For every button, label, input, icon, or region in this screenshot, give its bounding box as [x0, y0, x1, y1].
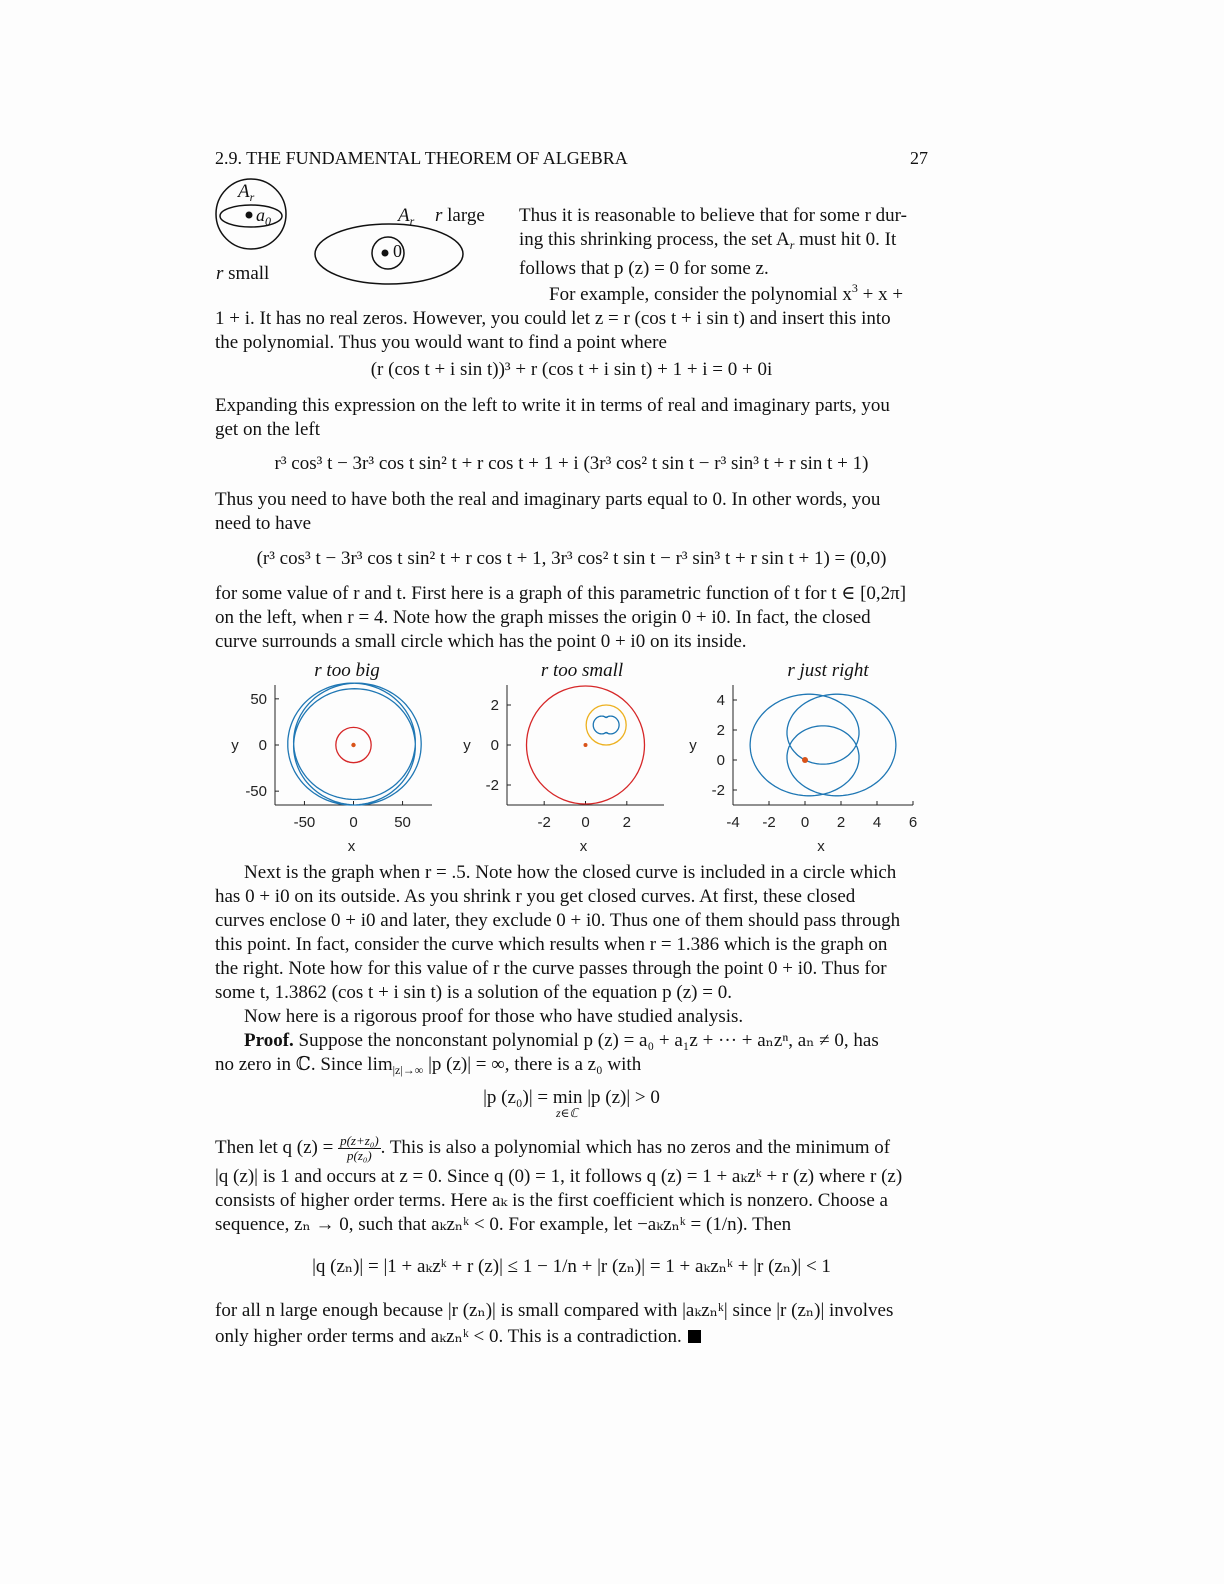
large-ellipse [315, 224, 463, 284]
small-caption: r small [216, 263, 270, 284]
y-tick-label: 0 [258, 737, 267, 754]
chart-r-too-small [455, 680, 670, 855]
y-axis-label: y [463, 737, 471, 754]
chart-r-too-big [215, 680, 445, 855]
p5-line-3: curve surrounds a small circle which has the point 0 + i0 on its inside. [215, 631, 747, 652]
large-dot [382, 250, 389, 257]
small-set-label: $A_r$ [238, 181, 255, 204]
p1-line-1: Thus it is reasonable to believe that for some r dur- [519, 205, 907, 226]
qed-icon [688, 1330, 701, 1343]
x-tick-label: 0 [581, 814, 590, 831]
y-tick-label: -2 [711, 782, 725, 799]
chart-3-title: r just right [787, 660, 869, 681]
paragraph-4 [215, 488, 928, 536]
p5-line-2: on the left, when r = 4. Note how the graph misses the origin 0 + i0. In fact, the closed [215, 607, 871, 628]
x-tick-label: -50 [293, 814, 316, 831]
x-tick-label: 2 [836, 814, 846, 831]
x-axis-label: x [347, 838, 356, 855]
origin-point [351, 743, 355, 747]
p3-line-2: get on the left [215, 419, 320, 440]
y-tick-label: -50 [245, 783, 267, 801]
large-zero-label: 0 [393, 241, 402, 261]
then-line-4: sequence, zₙ → 0, such that aₖzₙᵏ < 0. For example, let −aₖzₙᵏ = (1/n). Then [215, 1214, 792, 1235]
paragraph-8 [215, 1134, 928, 1237]
p2-line-2: 1 + i. It has no real zeros. However, you could let z = r (cos t + i sin t) and insert this into [215, 308, 891, 329]
proof-line-2: no zero in ℂ. Since $\lim_{|z|\to\infty} |p$ (z)| = ∞, there is a z₀ with [215, 1054, 642, 1077]
proof-line-1: Proof. Suppose the nonconstant polynomial p (z) = a₀ + a₁z + ··· + aₙzⁿ, aₙ ≠ 0, has [244, 1030, 879, 1051]
x-tick-label: 4 [872, 814, 882, 831]
y-tick-label: 2 [716, 722, 725, 739]
x-tick-label: -2 [537, 814, 551, 831]
x-tick-label: -4 [726, 814, 740, 831]
y-axis-label: y [231, 737, 239, 754]
p6-line-2: has 0 + i0 on its outside. As you shrink r you get closed curves. At first, these closed [215, 886, 856, 907]
x-axis-label: x [579, 838, 588, 855]
equation-2: r³ cos³ t − 3r³ cos t sin² t + r cos t + 1 + i (3r³ cos² t sin t − r³ sin³ t + r sin t + 1) [274, 453, 869, 474]
page-number: 27 [910, 148, 928, 168]
p4-line-2: need to have [215, 513, 312, 534]
paragraph-1 [519, 204, 928, 281]
parametric-curve [750, 694, 896, 796]
p2-line-3: the polynomial. Thus you would want to find a point where [215, 332, 667, 353]
y-tick-label: 0 [716, 752, 725, 769]
y-axis-label: y [689, 737, 697, 754]
paragraph-6 [215, 861, 928, 1082]
p3-line-1: Expanding this expression on the left to write it in terms of real and imaginary parts, you [215, 395, 890, 416]
then-line-3: consists of higher order terms. Here aₖ is the first coefficient which is nonzero. Choose a [215, 1190, 888, 1211]
large-caption: r large [435, 205, 485, 226]
x-tick-label: -2 [762, 814, 776, 831]
last-line-1: for all n large enough because |r (zₙ)| is small compared with |aₖzₙᵏ| since |r (zₙ)| involves [215, 1300, 894, 1321]
small-dot [246, 212, 253, 219]
p6-line-3: curves enclose 0 + i0 and later, they exclude 0 + i0. Thus one of them should pass through [215, 910, 901, 931]
section-title: 2.9. THE FUNDAMENTAL THEOREM OF ALGEBRA [215, 148, 628, 168]
parametric-curve [593, 716, 619, 734]
y-tick-label: 2 [490, 697, 499, 714]
small-point-label: $a_0$ [256, 205, 271, 228]
p5-line-1: for some value of r and t. First here is a graph of this parametric function of t for t ∈ [0,2π] [215, 583, 907, 604]
paragraph-5 [215, 582, 928, 654]
x-tick-label: 2 [622, 814, 631, 831]
y-tick-label: 0 [490, 737, 499, 754]
p6-line-5: the right. Note how for this value of r the curve passes through the point 0 + i0. Thus for [215, 958, 887, 979]
x-tick-label: 6 [908, 814, 918, 831]
chart-2-title: r too small [540, 660, 624, 681]
chart-r-just-right [685, 680, 925, 855]
y-tick-label: 4 [716, 692, 725, 709]
p2-line-1: For example, consider the polynomial $x^3 + x$ + [549, 281, 904, 305]
equation-4: |p (z₀)| = min |p (z)| > 0 [483, 1087, 660, 1108]
origin-point [802, 757, 808, 763]
p7-line-1: Now here is a rigorous proof for those who have studied analysis. [244, 1006, 744, 1027]
large-set-label: $A_r$ [398, 205, 415, 228]
paragraph-2 [215, 276, 928, 355]
p6-line-4: this point. In fact, consider the curve which results when r = 1.386 which is the graph on [215, 934, 888, 955]
running-header [215, 148, 928, 172]
p6-line-1: Next is the graph when r = .5. Note how the closed curve is included in a circle which [244, 862, 897, 883]
paragraph-3 [215, 394, 928, 442]
p1-line-3: follows that p (z) = 0 for some z. [519, 258, 769, 279]
equation-3: (r³ cos³ t − 3r³ cos t sin² t + r cos t + 1, 3r³ cos² t sin t − r³ sin³ t + r sin t + 1) = (0,0) [256, 548, 887, 569]
then-line-2: |q (z)| is 1 and occurs at z = 0. Since q (0) = 1, it follows q (z) = 1 + aₖzᵏ + r (z) where r (z) [215, 1166, 903, 1187]
inner-circle [586, 705, 626, 745]
p6-line-6: some t, 1.3862 (cos t + i sin t) is a solution of the equation p (z) = 0. [215, 982, 732, 1003]
then-line-1: Then let q (z) = $\frac{\text{p(z+z₀)}}{\text{p(z₀)}}$ . This is also a polynomial which has no zeros and the minimum of [215, 1133, 891, 1163]
y-tick-label: -2 [485, 777, 499, 794]
p4-line-1: Thus you need to have both the real and imaginary parts equal to 0. In other words, you [215, 489, 881, 510]
p1-line-2: ing this shrinking process, the set $A_r$ must hit 0. It [519, 229, 897, 252]
paragraph-9 [215, 1299, 928, 1349]
x-tick-label: 50 [394, 814, 411, 831]
fraction: $\frac{\text{p(z+z₀)}}{\text{p(z₀)}}$ [340, 1133, 379, 1163]
equation-4-subscript: z∈ℂ [556, 1106, 578, 1120]
y-tick-label: 50 [250, 690, 267, 708]
x-tick-label: 0 [800, 814, 810, 831]
equation-5: |q (zₙ)| = |1 + aₖzᵏ + r (z)| ≤ 1 − 1/n + |r (zₙ)| = 1 + aₖzₙᵏ + |r (zₙ)| < 1 [312, 1256, 831, 1277]
last-line-2: only higher order terms and aₖzₙᵏ < 0. This is a contradiction. [215, 1325, 928, 1349]
x-axis-label: x [817, 838, 825, 855]
x-tick-label: 0 [349, 814, 358, 831]
equation-1: (r (cos t + i sin t))³ + r (cos t + i sin t) + 1 + i = 0 + 0i [370, 359, 773, 380]
origin-point [584, 743, 588, 747]
chart-1-title: r too big [314, 660, 380, 681]
